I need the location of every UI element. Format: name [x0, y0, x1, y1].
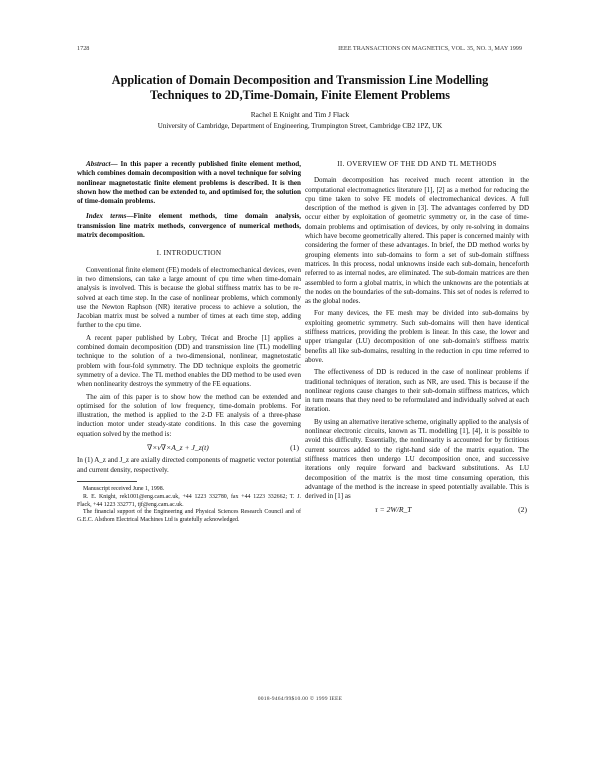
paper-title [60, 73, 540, 103]
footnotes [77, 486, 301, 525]
equation-1 [77, 443, 301, 452]
equation-1-body: ∇×ν∇×A_z + J_z(t) [147, 443, 209, 453]
right-column [305, 160, 529, 519]
index-terms-text: —Finite element methods, time domain analysis, transmission line matrix methods, convergence of numerical methods, matrix decomposition. [77, 212, 301, 240]
authors: Rachel E Knight and Tim J Flack [250, 110, 350, 119]
intro-paragraph-3: The aim of this paper is to show how the method can be extended and optimised for the solution of low frequency, time-domain problems. For illustration, the method is applied to the 2-D FE analysis of a three-phase induction motor under steady-state conditions. In this case the governing equation solved by the method is: [77, 392, 301, 438]
left-column [77, 160, 301, 525]
copyright-line: 0018-9464/99$10.00 © 1999 IEEE [257, 696, 343, 702]
page-number: 1728 [77, 45, 90, 52]
section-heading-overview: II. OVERVIEW OF THE DD AND TL METHODS [337, 160, 497, 168]
index-terms-lead: Index terms [86, 212, 127, 221]
overview-paragraph-3: The effectiveness of DD is reduced in the case of nonlinear problems if traditional techniques of iteration, such as NR, are used. This is because if the nonlinear regions cause changes to their sub-domain stiffness matrices, which in turn means that they need to be reformulated and individually solved at each iteration. [305, 368, 529, 414]
section-heading-introduction: I. INTRODUCTION [156, 249, 222, 258]
equation-2-body: τ = 2W/R_T [375, 505, 412, 515]
journal-name: IEEE TRANSACTIONS ON MAGNETICS, VOL. 35, NO. 3, MAY 1999 [338, 45, 522, 52]
footnote-received: Manuscript received June 1, 1998. [83, 485, 165, 492]
abstract-text: — In this paper a recently published finite element method, which combines domain decomposition with a novel technique for solving nonlinear magnetostatic finite element problems is described. It is then shown how the method can be extended to, and optimised for, the solution of time-domain problems. [77, 160, 301, 206]
equation-2 [305, 505, 529, 514]
footnote-divider [77, 481, 137, 482]
index-terms [77, 212, 301, 240]
overview-paragraph-2: For many devices, the FE mesh may be divided into sub-domains by exploiting geometric symmetry. Such sub-domains will then have identical stiffness matrices, providing the problem is linear. In this case, the lower and upper triangular (LU) decomposition of one sub-domain's stiffness matrix benefits all like sub-domains, resulting in the reduction in cpu time referred to above. [305, 309, 529, 364]
equation-1-number: (1) [290, 443, 299, 453]
footnote-acknowledgement: The financial support of the Engineering and Physical Sciences Research Council and of G.E.C. Alsthom Electrical Machines Ltd is gratefully acknowledged. [77, 509, 301, 524]
abstract [77, 160, 301, 206]
running-head [77, 45, 522, 52]
equation-1-explanation: In (1) A_z and J_z are axially directed components of magnetic vector potential and current density, respectively. [77, 456, 301, 474]
title-line-2: Techniques to 2D,Time-Domain, Finite Element Problems [149, 88, 451, 102]
overview-paragraph-4: By using an alternative iterative scheme, originally applied to the analysis of nonlinear electronic circuits, known as TL modelling [1], [4], it is possible to avoid this difficulty. Essentially, the nonlinearity is accounted for by fictitious current sources added to the right-hand side of the matrix equation. The stiffness matrices then undergo LU decomposition once, and successive iterations only require forward and backward substitutions. As LU decomposition of the matrix is the most time consuming operation, this advantage of the method is the increase in speed potentially available. This is derived in [1] as [305, 417, 529, 501]
equation-2-number: (2) [518, 505, 527, 515]
intro-paragraph-2: A recent paper published by Lobry, Trécat and Broche [1] applies a combined domain decomposition (DD) and transmission line (TL) modelling technique to the solution of a two-dimensional, nonlinear, magnetostatic problem with four-fold symmetry. The DD technique exploits the geometric symmetry of a device. The TL method enables the DD method to be used even when nonlinearity destroys the symmetry of the FE equations. [77, 333, 301, 389]
intro-paragraph-1: Conventional finite element (FE) models of electromechanical devices, even in two dimensions, can take a large amount of cpu time when time-domain analysis is involved. This is because the global stiffness matrix has to be re-solved at each time step. In the case of nonlinear problems, which commonly use the Newton Raphson (NR) iterative process to achieve a solution, the Jacobian matrix must be solved a number of times at each time step, adding further to the cpu time. [77, 265, 301, 330]
footnote-contact: R. E. Knight, rek1001@eng.cam.ac.uk, +44 1223 332780, fax +44 1223 332662; T. J. Flack, +44 1223 332771, tjf@eng.cam.ac.uk. [77, 493, 301, 508]
affiliation: University of Cambridge, Department of Engineering, Trumpington Street, Cambridge CB2 1PZ, UK [157, 122, 443, 130]
overview-paragraph-1: Domain decomposition has received much recent attention in the computational electromagnetics literature [1], [2] as a method for reducing the cpu time taken to solve FE models of electromechanical devices. A full description of the method is given in [3]. The advantages conferred by DD occur either by exploitation of geometric symmetry or, in the case of time-domain problems and optimisation of devices, by only re-solving in domains which have become geometrically altered. This paper is concerned mainly with considering the former of these advantages. In brief, the DD method works by grouping elements into sub-domains to form a set of sub-domain stiffness matrices. In this process, nodal unknowns inside each sub-domain, henceforth referred to as internal nodes, are eliminated. The sub-domain matrices are then assembled to form a global matrix, in which the unknowns are the potentials at the nodes on the boundaries of the sub-domains. This set of nodes is referred to as the global nodes. [305, 176, 529, 306]
abstract-lead: Abstract [86, 160, 111, 168]
title-line-1: Application of Domain Decomposition and Transmission Line Modelling [111, 73, 489, 87]
